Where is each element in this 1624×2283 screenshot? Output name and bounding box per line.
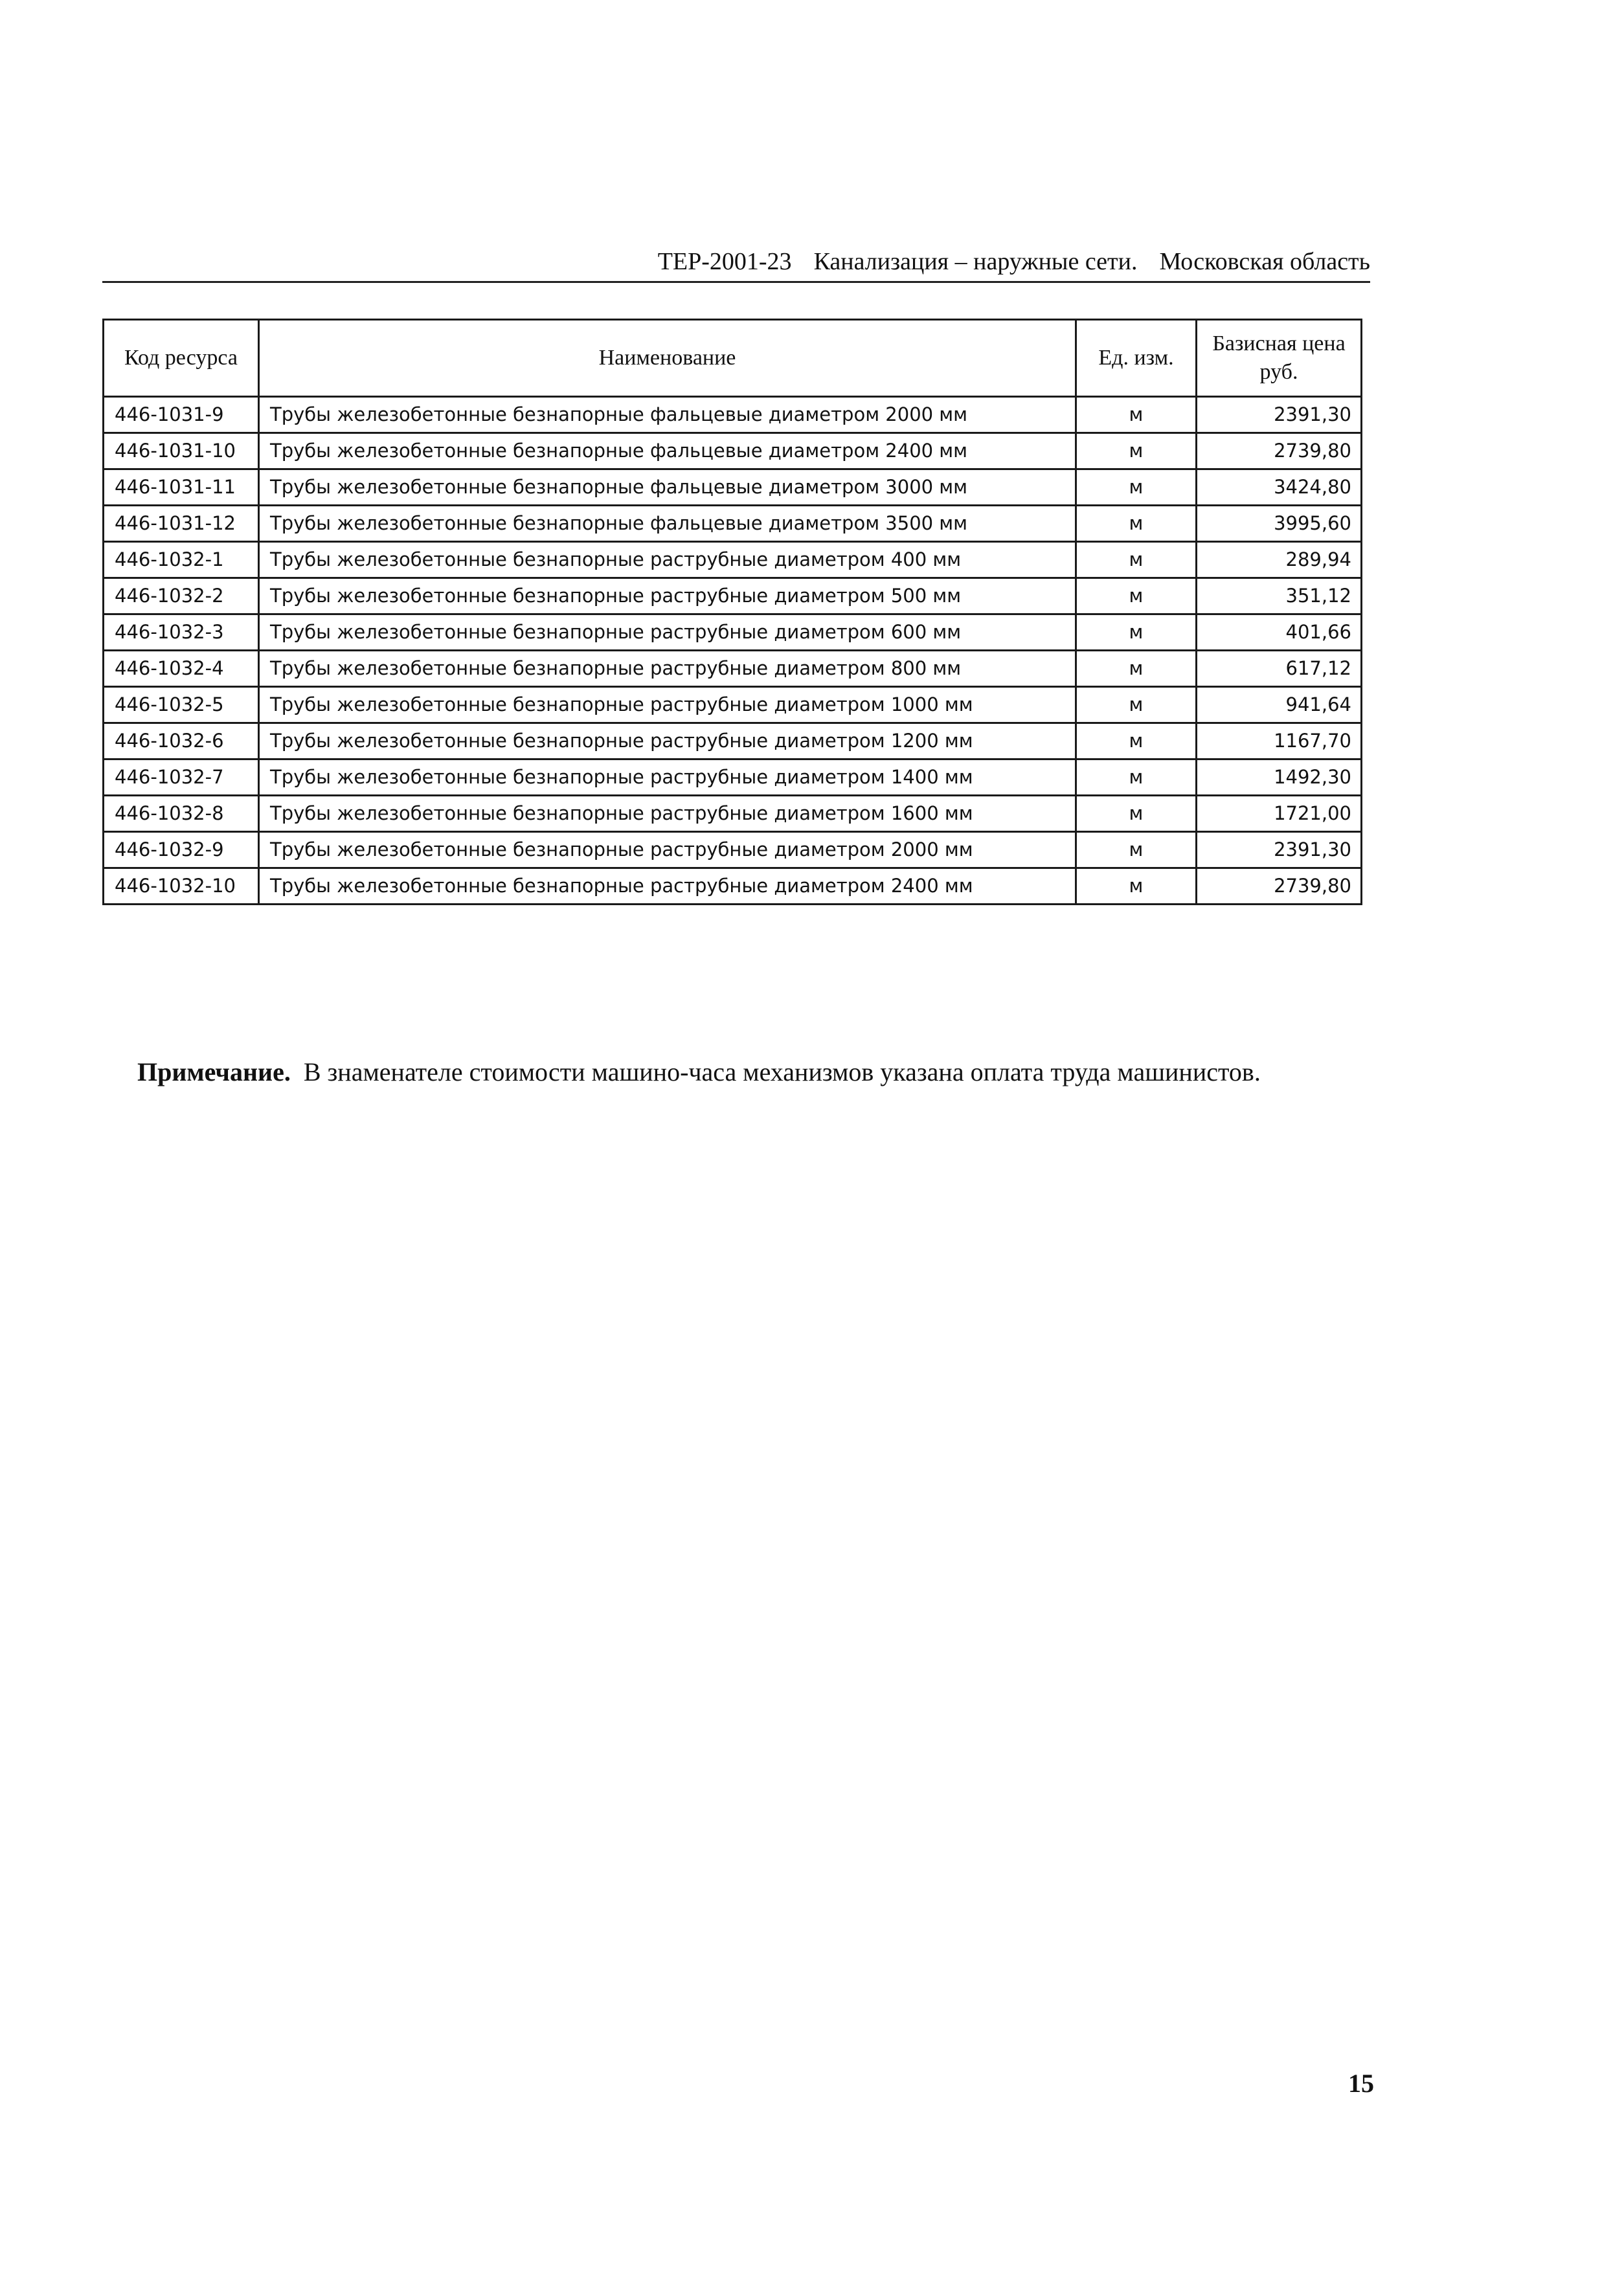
cell-price: 2739,80 — [1197, 868, 1362, 905]
cell-price: 289,94 — [1197, 542, 1362, 578]
cell-code: 446-1031-11 — [104, 469, 259, 506]
cell-unit: м — [1076, 506, 1197, 542]
column-header-code: Код ресурса — [104, 320, 259, 397]
cell-name: Трубы железобетонные безнапорные фальцевые диаметром 2000 мм — [259, 397, 1076, 433]
cell-name: Трубы железобетонные безнапорные раструбные диаметром 1400 мм — [259, 759, 1076, 796]
cell-code: 446-1032-7 — [104, 759, 259, 796]
cell-name: Трубы железобетонные безнапорные раструбные диаметром 800 мм — [259, 651, 1076, 687]
column-header-unit: Ед. изм. — [1076, 320, 1197, 397]
cell-unit: м — [1076, 542, 1197, 578]
table-row — [104, 687, 1362, 723]
cell-name: Трубы железобетонные безнапорные фальцевые диаметром 2400 мм — [259, 433, 1076, 469]
table-row — [104, 397, 1362, 433]
table-row — [104, 506, 1362, 542]
table-row — [104, 469, 1362, 506]
table-row — [104, 796, 1362, 832]
cell-code: 446-1031-10 — [104, 433, 259, 469]
table-row — [104, 614, 1362, 651]
cell-name: Трубы железобетонные безнапорные фальцевые диаметром 3000 мм — [259, 469, 1076, 506]
table-row — [104, 868, 1362, 905]
cell-unit: м — [1076, 578, 1197, 614]
cell-price: 351,12 — [1197, 578, 1362, 614]
cell-unit: м — [1076, 397, 1197, 433]
page-header — [102, 245, 1370, 283]
cell-unit: м — [1076, 796, 1197, 832]
cell-name: Трубы железобетонные безнапорные раструбные диаметром 400 мм — [259, 542, 1076, 578]
cell-name: Трубы железобетонные безнапорные раструбные диаметром 500 мм — [259, 578, 1076, 614]
cell-code: 446-1032-5 — [104, 687, 259, 723]
cell-code: 446-1031-9 — [104, 397, 259, 433]
cell-price: 617,12 — [1197, 651, 1362, 687]
page-number: 15 — [1348, 2069, 1374, 2098]
cell-price: 2391,30 — [1197, 832, 1362, 868]
cell-price: 3995,60 — [1197, 506, 1362, 542]
table-row — [104, 433, 1362, 469]
table-row — [104, 651, 1362, 687]
column-header-price: Базисная цена руб. — [1197, 320, 1362, 397]
column-header-name: Наименование — [259, 320, 1076, 397]
cell-unit: м — [1076, 868, 1197, 905]
document-code: ТЕР-2001-23 — [657, 248, 792, 275]
table-row — [104, 542, 1362, 578]
cell-name: Трубы железобетонные безнапорные раструбные диаметром 1000 мм — [259, 687, 1076, 723]
cell-price: 1721,00 — [1197, 796, 1362, 832]
cell-code: 446-1032-1 — [104, 542, 259, 578]
cell-unit: м — [1076, 614, 1197, 651]
cell-name: Трубы железобетонные безнапорные фальцевые диаметром 3500 мм — [259, 506, 1076, 542]
cell-price: 3424,80 — [1197, 469, 1362, 506]
document-region: Московская область — [1159, 248, 1370, 275]
cell-price: 2391,30 — [1197, 397, 1362, 433]
cell-unit: м — [1076, 723, 1197, 759]
note-text: В знаменателе стоимости машино-часа механизмов указана оплата труда машинистов. — [303, 1057, 1261, 1086]
cell-unit: м — [1076, 759, 1197, 796]
cell-price: 2739,80 — [1197, 433, 1362, 469]
cell-code: 446-1032-9 — [104, 832, 259, 868]
cell-unit: м — [1076, 687, 1197, 723]
cell-price: 1492,30 — [1197, 759, 1362, 796]
resources-table — [102, 319, 1362, 905]
cell-name: Трубы железобетонные безнапорные раструбные диаметром 2000 мм — [259, 832, 1076, 868]
cell-code: 446-1031-12 — [104, 506, 259, 542]
cell-code: 446-1032-3 — [104, 614, 259, 651]
table-row — [104, 832, 1362, 868]
cell-name: Трубы железобетонные безнапорные раструбные диаметром 1600 мм — [259, 796, 1076, 832]
cell-name: Трубы железобетонные безнапорные раструбные диаметром 1200 мм — [259, 723, 1076, 759]
table-row — [104, 723, 1362, 759]
cell-code: 446-1032-8 — [104, 796, 259, 832]
table-header-row — [104, 320, 1362, 397]
footnote — [137, 1054, 1261, 1090]
cell-price: 1167,70 — [1197, 723, 1362, 759]
document-title: Канализация – наружные сети. — [813, 248, 1138, 275]
cell-unit: м — [1076, 469, 1197, 506]
cell-name: Трубы железобетонные безнапорные раструбные диаметром 2400 мм — [259, 868, 1076, 905]
note-label: Примечание. — [137, 1057, 291, 1086]
cell-unit: м — [1076, 651, 1197, 687]
cell-code: 446-1032-10 — [104, 868, 259, 905]
cell-code: 446-1032-6 — [104, 723, 259, 759]
table-row — [104, 578, 1362, 614]
cell-name: Трубы железобетонные безнапорные раструбные диаметром 600 мм — [259, 614, 1076, 651]
cell-unit: м — [1076, 832, 1197, 868]
cell-price: 401,66 — [1197, 614, 1362, 651]
cell-code: 446-1032-2 — [104, 578, 259, 614]
table-body — [104, 397, 1362, 905]
cell-code: 446-1032-4 — [104, 651, 259, 687]
cell-price: 941,64 — [1197, 687, 1362, 723]
cell-unit: м — [1076, 433, 1197, 469]
table-row — [104, 759, 1362, 796]
